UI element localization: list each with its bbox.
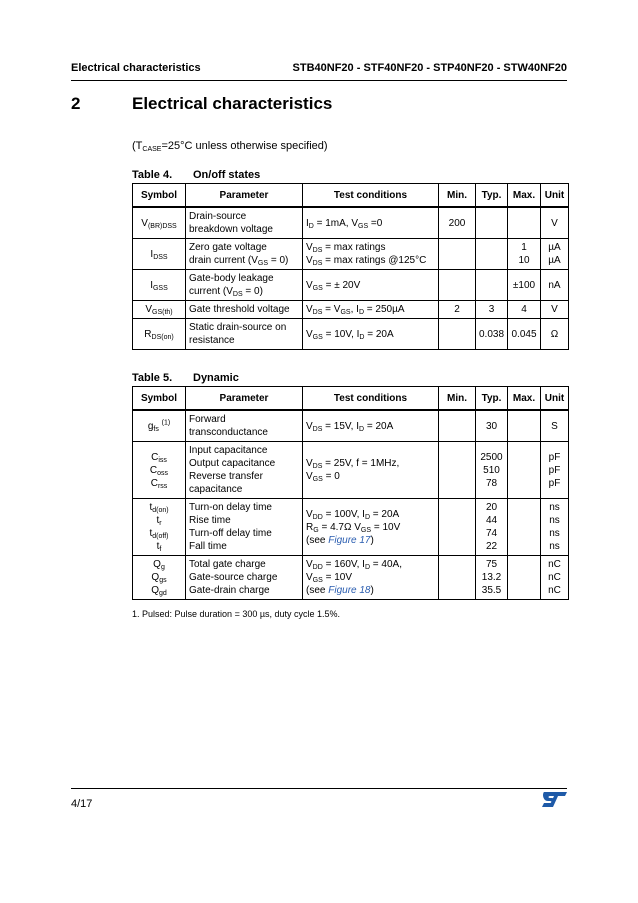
parameter-cell: Zero gate voltage drain current $(V_{GS} = 0)$ [186,239,303,270]
parameter-cell: Input capacitance Output capacitance Reverse transfer capacitance [186,442,303,499]
max-cell [508,410,541,442]
typ-cell: 20 44 74 22 [476,499,508,556]
symbol-cell: $I_{GSS}$ [133,270,186,301]
table-row [133,556,569,600]
max-cell: 0.045 [508,319,541,350]
table-row [133,319,569,350]
column-header: Min. [439,184,476,208]
typ-cell: 3 [476,301,508,319]
conditions-cell: $V_{DD} = 100V$, $I_D = 20A$ $R_G = 4.7\Omega$ $V_{GS} = 10V$ (see Figure 17) [303,499,439,556]
min-cell [439,556,476,600]
unit-cell: S [541,410,569,442]
page-header [71,62,567,76]
table5-label: Table 5. [132,372,173,384]
unit-cell: V [541,207,569,239]
min-cell [439,442,476,499]
unit-cell: nA [541,270,569,301]
max-cell [508,442,541,499]
column-header: Parameter [186,387,303,411]
typ-cell [476,270,508,301]
typ-cell: 2500 510 78 [476,442,508,499]
column-header: Typ. [476,387,508,411]
table-row [133,499,569,556]
st-logo-icon [541,791,568,808]
section-title: Electrical characteristics [132,94,333,113]
column-header: Symbol [133,184,186,208]
column-header: Symbol [133,387,186,411]
min-cell [439,499,476,556]
table5-caption [132,372,239,384]
max-cell: 4 [508,301,541,319]
header-part-numbers: STB40NF20 - STF40NF20 - STP40NF20 - STW40NF20 [292,62,567,74]
table-row [133,442,569,499]
unit-cell: µA µA [541,239,569,270]
footer-rule [71,788,567,789]
symbol-cell: $Q_g$ $Q_{gs}$ $Q_{gd}$ [133,556,186,600]
parameter-cell: Static drain-source on resistance [186,319,303,350]
table4-body [133,207,569,350]
parameter-cell: Turn-on delay time Rise time Turn-off delay time Fall time [186,499,303,556]
table-row [133,207,569,239]
conditions-cell: $I_D = 1mA$, $V_{GS} =0$ [303,207,439,239]
symbol-cell: $g_{fs}$ $^{(1)}$ [133,410,186,442]
table5-title: Dynamic [193,372,239,384]
column-header: Min. [439,387,476,411]
table4-caption [132,169,261,181]
header-rule [71,80,567,81]
min-cell [439,270,476,301]
section-number: 2 [71,94,81,113]
column-header: Max. [508,184,541,208]
table4-label: Table 4. [132,169,173,181]
table5-header-row [133,387,569,411]
symbol-cell: $t_{d(on)}$ $t_r$ $t_{d(off)}$ $t_f$ [133,499,186,556]
symbol-cell: $I_{DSS}$ [133,239,186,270]
table4-title: On/off states [193,169,261,181]
symbol-cell: $V_{(BR)DSS}$ [133,207,186,239]
conditions-cell: $V_{DS} = 25V$, f = 1MHz, $V_{GS} = 0$ [303,442,439,499]
table-dynamic [132,386,569,600]
column-header: Typ. [476,184,508,208]
column-header: Unit [541,184,569,208]
parameter-cell: Gate-body leakage current $(V_{DS} = 0)$ [186,270,303,301]
parameter-cell: Total gate charge Gate-source charge Gate-drain charge [186,556,303,600]
column-header: Parameter [186,184,303,208]
min-cell [439,239,476,270]
max-cell: ±100 [508,270,541,301]
conditions-cell: $V_{DS} = 15V$, $I_D = 20A$ [303,410,439,442]
column-header: Test conditions [303,184,439,208]
conditions-cell: $V_{GS} = 10V$, $I_D = 20A$ [303,319,439,350]
typ-cell [476,239,508,270]
header-section-title: Electrical characteristics [71,62,201,74]
figure-link[interactable]: Figure 17 [328,534,371,546]
min-cell: 200 [439,207,476,239]
table5-body [133,410,569,600]
max-cell [508,499,541,556]
unit-cell: nC nC nC [541,556,569,600]
min-cell [439,319,476,350]
min-cell: 2 [439,301,476,319]
typ-cell: 75 13.2 35.5 [476,556,508,600]
symbol-cell: $R_{DS(on)}$ [133,319,186,350]
parameter-cell: Gate threshold voltage [186,301,303,319]
column-header: Test conditions [303,387,439,411]
table-row [133,239,569,270]
unit-cell: pF pF pF [541,442,569,499]
typ-cell [476,207,508,239]
parameter-cell: Forward transconductance [186,410,303,442]
conditions-note: ($T_{CASE}=25^\circ C$ unless otherwise specified) [132,140,328,153]
footnote: 1. Pulsed: Pulse duration = 300 µs, duty cycle 1.5%. [132,609,341,619]
column-header: Max. [508,387,541,411]
page-number: 4/17 [71,798,93,810]
conditions-cell: $V_{DD} = 160V$, $I_D = 40A$, $V_{GS} = 10V$ (see Figure 18) [303,556,439,600]
symbol-cell: $C_{iss}$ $C_{oss}$ $C_{rss}$ [133,442,186,499]
typ-cell: 30 [476,410,508,442]
conditions-cell: $V_{DS} = V_{GS}$, $I_D = 250\mu A$ [303,301,439,319]
unit-cell: Ω [541,319,569,350]
table-row [133,410,569,442]
unit-cell: V [541,301,569,319]
max-cell: 1 10 [508,239,541,270]
conditions-cell: $V_{DS} = \max$ ratings $V_{DS} = \max$ ratings @125°C [303,239,439,270]
unit-cell: ns ns ns ns [541,499,569,556]
table-on-off-states [132,183,569,350]
table4-header-row [133,184,569,208]
table-row [133,301,569,319]
min-cell [439,410,476,442]
figure-link[interactable]: Figure 18 [328,585,371,596]
parameter-cell: Drain-source breakdown voltage [186,207,303,239]
typ-cell: 0.038 [476,319,508,350]
table-row [133,270,569,301]
conditions-cell: $V_{GS}$ = ± 20V [303,270,439,301]
column-header: Unit [541,387,569,411]
max-cell [508,207,541,239]
symbol-cell: $V_{GS(th)}$ [133,301,186,319]
max-cell [508,556,541,600]
